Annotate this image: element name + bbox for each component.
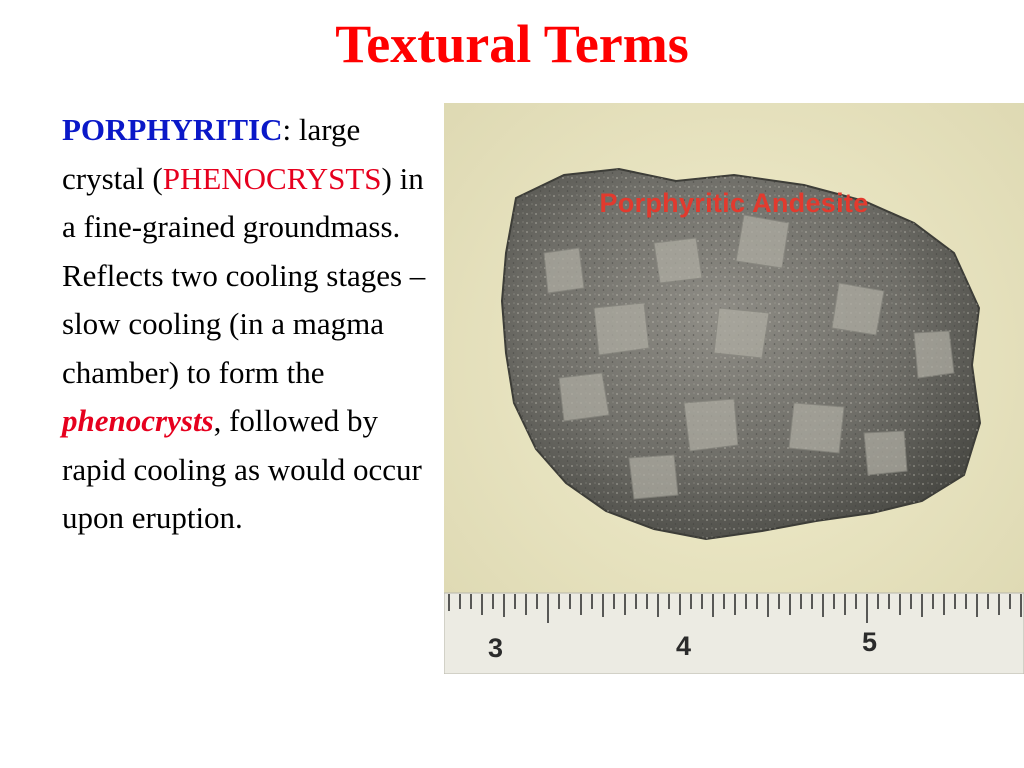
ruler-number-3: 3 xyxy=(488,633,504,663)
definition-part-3: , followed by rapid cooling as would occur upon eruption. xyxy=(62,403,422,535)
definition-text xyxy=(62,106,440,543)
rock-photo xyxy=(444,103,1024,674)
ruler-number-5: 5 xyxy=(862,627,878,657)
term-phenocrysts-italic: phenocrysts xyxy=(62,403,214,438)
ruler-number-4: 4 xyxy=(676,631,692,661)
term-porphyritic: PORPHYRITIC xyxy=(62,112,283,147)
term-phenocrysts-caps: PHENOCRYSTS xyxy=(162,160,382,196)
slide-title: Textural Terms xyxy=(335,14,689,74)
photo-label: Porphyritic Andesite xyxy=(599,188,869,218)
definition-part-2: ) in a fine-grained groundmass. Reflects two cooling stages – slow cooling (in a magma chamber) to form the xyxy=(62,160,426,390)
definition-part-1: large crystal ( xyxy=(62,112,361,196)
term-colon: : xyxy=(282,112,292,147)
